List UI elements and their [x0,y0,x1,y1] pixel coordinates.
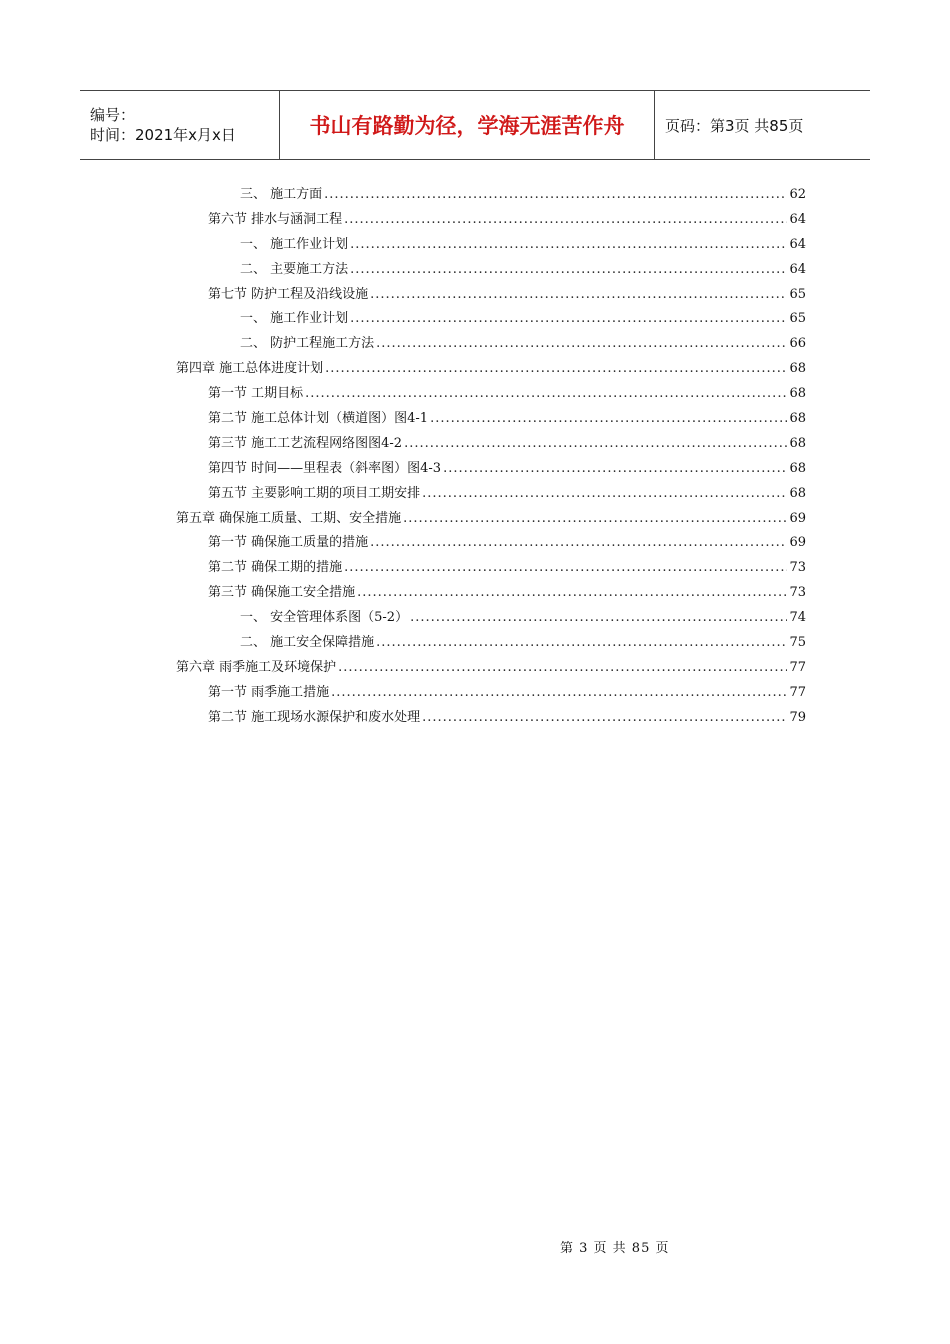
toc-entry[interactable] [176,332,806,357]
toc-dot-leader [350,262,787,277]
toc-entry-page: 79 [789,709,806,725]
toc-entry[interactable] [176,631,806,656]
toc-entry-title: 第六章 雨季施工及环境保护 [176,659,337,675]
toc-entry[interactable] [176,183,806,208]
toc-entry-page: 68 [789,435,806,451]
header-page-info [655,91,870,159]
toc-entry[interactable] [176,283,806,308]
toc-entry[interactable] [176,258,806,283]
toc-entry-title: 第四节 时间——里程表（斜率图）图4-3 [208,460,442,476]
toc-dot-leader [344,212,787,227]
toc-dot-leader [370,535,787,550]
toc-entry-page: 73 [789,560,806,576]
toc-entry-title: 第七节 防护工程及沿线设施 [208,286,369,302]
toc-entry[interactable] [176,681,806,706]
toc-entry-title: 三、 施工方面 [240,187,323,202]
toc-dot-leader [370,287,787,302]
toc-entry[interactable] [176,307,806,332]
motto-text: 书山有路勤为径，学海无涯苦作舟 [309,114,625,138]
toc-entry[interactable] [176,706,806,731]
header-meta [80,91,280,159]
toc-entry[interactable] [176,606,806,631]
toc-entry-title: 二、 防护工程施工方法 [240,336,375,352]
toc-dot-leader [350,311,787,326]
toc-dot-leader [430,411,787,426]
toc-dot-leader [443,461,787,476]
toc-dot-leader [376,336,787,351]
toc-dot-leader [403,511,787,526]
toc-entry-page: 62 [789,187,806,202]
toc-dot-leader [344,560,787,575]
toc-entry-page: 65 [789,286,806,302]
toc-dot-leader [331,685,787,700]
toc-dot-leader [357,585,787,600]
page-footer: 第 3 页 共 85 页 [560,1241,670,1256]
toc-entry-title: 第六节 排水与涵洞工程 [208,211,343,227]
toc-entry-title: 第二节 施工现场水源保护和废水处理 [208,709,421,725]
toc-entry-page: 64 [789,211,806,227]
toc-entry-title: 第五章 确保施工质量、工期、安全措施 [176,510,402,526]
toc-entry[interactable] [176,482,806,507]
toc-dot-leader [325,361,787,376]
toc-dot-leader [376,635,787,650]
toc-entry[interactable] [176,382,806,407]
table-of-contents [176,183,806,731]
toc-dot-leader [324,187,787,202]
toc-dot-leader [338,660,787,675]
toc-entry-page: 73 [789,585,806,601]
document-date: 时间：2021年x月x日 [90,126,236,144]
toc-dot-leader [305,386,787,401]
toc-entry[interactable] [176,357,806,382]
toc-entry-page: 69 [789,535,806,551]
toc-entry-page: 75 [789,635,806,651]
toc-entry-page: 69 [789,510,806,526]
toc-entry[interactable] [176,656,806,681]
toc-entry-page: 68 [789,361,806,377]
toc-dot-leader [410,610,787,625]
toc-entry-title: 第二节 施工总体计划（横道图）图4-1 [208,411,429,427]
toc-entry-title: 第二节 确保工期的措施 [208,560,343,576]
document-number-label: 编号： [90,106,136,124]
toc-entry-page: 65 [789,311,806,327]
toc-entry-title: 一、 施工作业计划 [240,236,349,252]
toc-entry-title: 第一节 确保施工质量的措施 [208,535,369,551]
toc-entry[interactable] [176,407,806,432]
toc-entry-title: 二、 施工安全保障措施 [240,635,375,651]
page-header [80,90,870,160]
toc-entry-title: 第三节 施工工艺流程网络图图4-2 [208,435,403,451]
toc-entry[interactable] [176,581,806,606]
toc-entry[interactable] [176,507,806,532]
toc-entry-title: 第一节 工期目标 [208,386,304,402]
toc-entry-page: 68 [789,460,806,476]
toc-entry[interactable] [176,432,806,457]
toc-entry-page: 77 [789,659,806,675]
toc-entry[interactable] [176,233,806,258]
toc-entry-page: 68 [789,386,806,402]
toc-entry[interactable] [176,531,806,556]
toc-entry-page: 64 [789,261,806,277]
toc-entry-title: 二、 主要施工方法 [240,261,349,277]
toc-entry-title: 一、 安全管理体系图（5-2） [240,610,409,626]
toc-entry-page: 68 [789,485,806,501]
toc-entry-title: 一、 施工作业计划 [240,311,349,327]
toc-entry-page: 74 [789,610,806,626]
toc-entry-page: 66 [789,336,806,352]
toc-entry-title: 第四章 施工总体进度计划 [176,361,324,377]
toc-dot-leader [422,710,787,725]
page-info-text: 页码：第3页 共85页 [665,116,804,135]
toc-entry-title: 第一节 雨季施工措施 [208,684,330,700]
toc-entry-page: 77 [789,684,806,700]
toc-dot-leader [422,486,787,501]
toc-entry-page: 68 [789,411,806,427]
toc-entry-title: 第三节 确保施工安全措施 [208,585,356,601]
toc-dot-leader [404,436,787,451]
toc-dot-leader [350,237,787,252]
toc-entry[interactable] [176,556,806,581]
toc-entry[interactable] [176,457,806,482]
toc-entry-page: 64 [789,236,806,252]
toc-entry[interactable] [176,208,806,233]
header-motto [280,91,655,159]
toc-entry-title: 第五节 主要影响工期的项目工期安排 [208,485,421,501]
